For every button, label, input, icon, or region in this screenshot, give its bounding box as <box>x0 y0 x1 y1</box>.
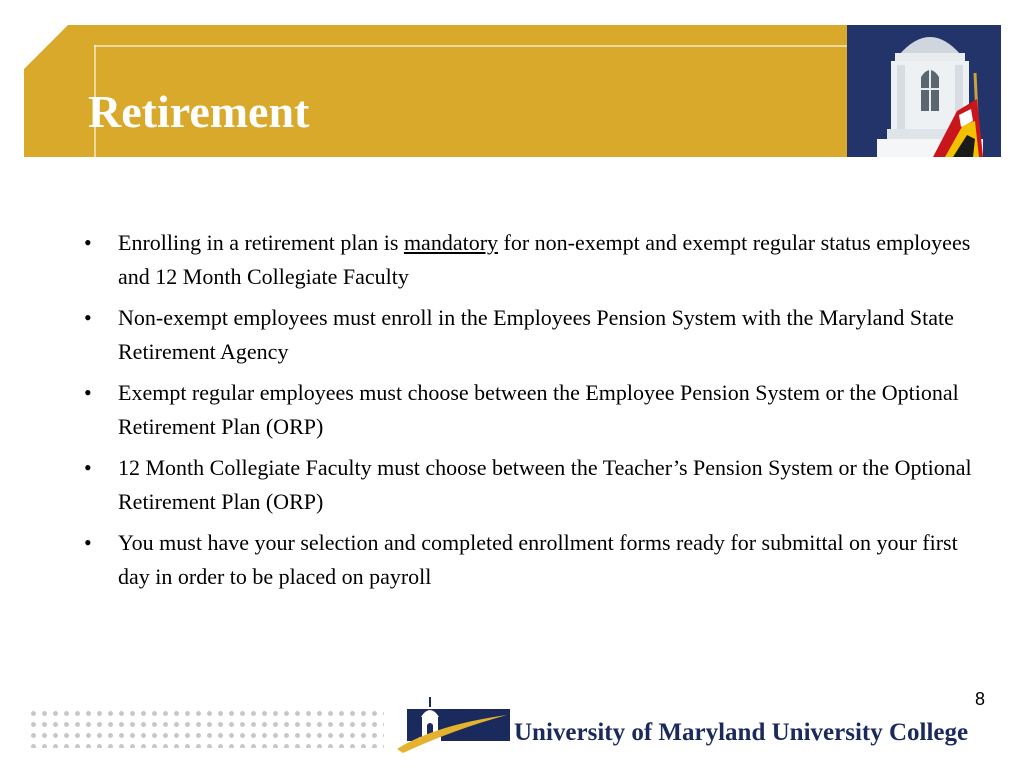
bullet-item-collegiate-faculty <box>84 451 974 519</box>
bullet-item-enrollment-forms <box>84 526 974 594</box>
mandatory-emphasis: mandatory <box>403 230 499 255</box>
cupola-flag-photo-icon <box>847 25 1001 157</box>
bullet-text: 12 Month Collegiate Faculty must choose between the Teacher’s Pension System or the Optional Retirement Plan (ORP) <box>118 455 972 514</box>
bullet-marker: • <box>84 230 92 255</box>
bullet-text: You must have your selection and completed enrollment forms ready for submittal on your first day in order to be placed on payroll <box>118 530 958 589</box>
bullet-marker: • <box>84 455 92 480</box>
title-band-accent-line <box>94 45 847 47</box>
bullet-item-non-exempt <box>84 301 974 369</box>
bullet-item-mandatory <box>84 226 974 294</box>
university-logo-text: University of Maryland University College <box>514 719 969 746</box>
cupola-swoosh-logo-icon <box>395 695 510 755</box>
page-number: 8 <box>975 689 986 709</box>
bullet-text: Exempt regular employees must choose between the Employee Pension System or the Optional Retirement Plan (ORP) <box>118 380 959 439</box>
bullet-item-exempt <box>84 376 974 444</box>
bullet-text-start: Enrolling in a retirement plan is <box>118 230 404 255</box>
bullet-text-end: for non-exempt and exempt regular status employees and 12 Month Collegiate Faculty <box>118 230 971 289</box>
logo-graphic <box>395 695 510 755</box>
bullet-list <box>84 226 974 594</box>
bullet-list-container <box>84 226 974 601</box>
dot-pattern-decoration <box>28 708 384 748</box>
bullet-marker: • <box>84 530 92 555</box>
cupola-flag-illustration <box>847 25 1001 157</box>
bullet-marker: • <box>84 380 92 405</box>
slide-title: Retirement <box>88 86 310 137</box>
bullet-marker: • <box>84 305 92 330</box>
bullet-text: Non-exempt employees must enroll in the Employees Pension System with the Maryland State Retirement Agency <box>118 305 954 364</box>
